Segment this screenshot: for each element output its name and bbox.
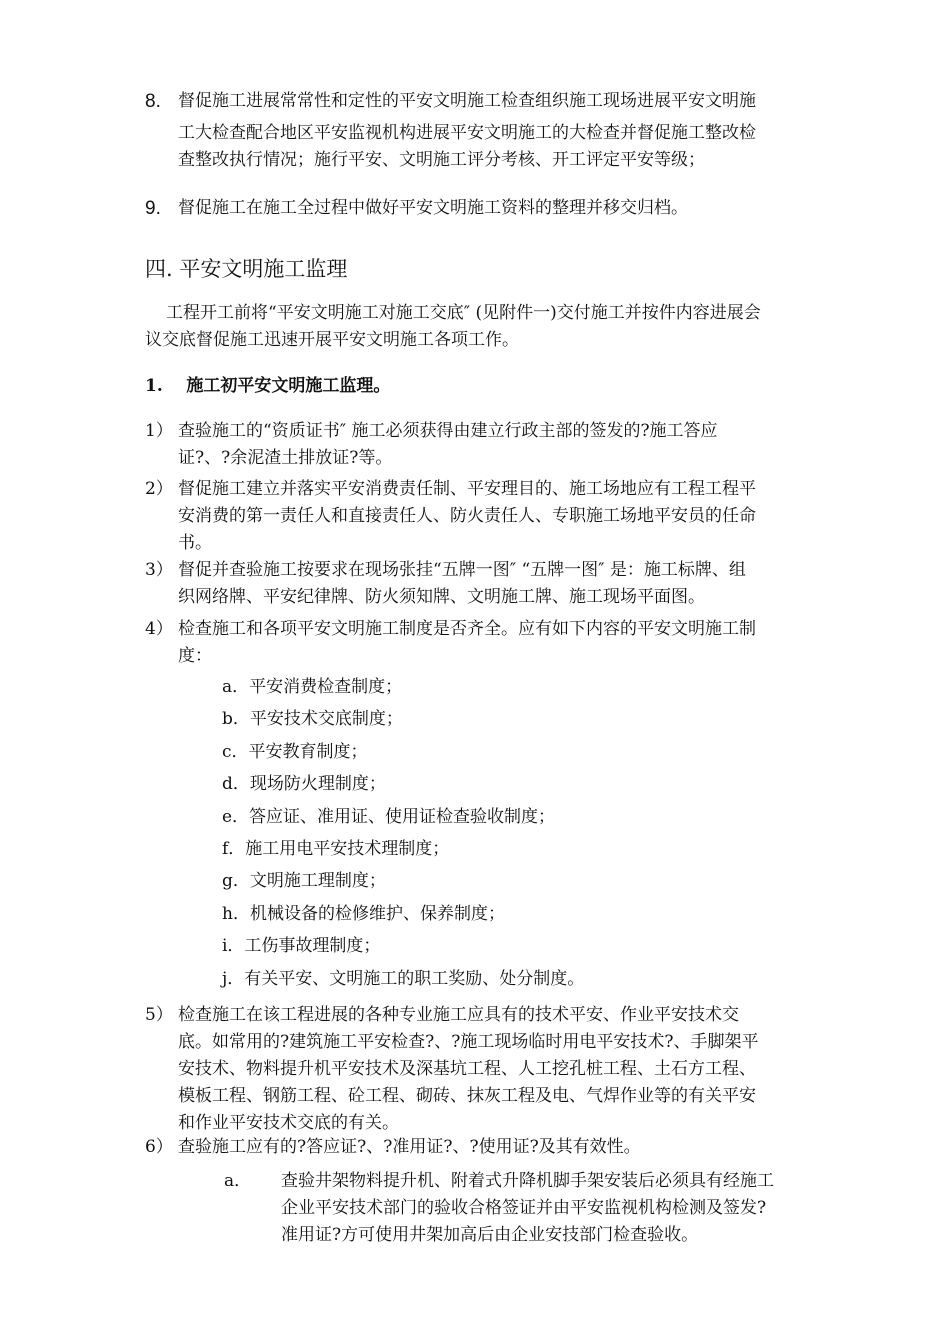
list-item: j．有关平安、文明施工的职工奖励、处分制度。 (222, 968, 585, 989)
text-line: 底。如常用的?建筑施工平安检查?、?施工现场临时用电平安技术?、手脚架平 (178, 1032, 759, 1052)
sub-item-label: a． (224, 1171, 252, 1191)
text-line: 查验施工应有的?答应证?、?准用证?、?使用证?及其有效性。 (178, 1137, 641, 1157)
text-line: 安技术、物料提升机平安技术及深基坑工程、人工挖孔桩工程、土石方工程、 (178, 1059, 756, 1079)
text-line: 工程开工前将“平安文明施工对施工交底″ (见附件一)交付施工并按件内容进展会 (166, 303, 761, 323)
list-item: c．平安教育制度； (222, 741, 368, 762)
item-number: 2） (145, 479, 173, 499)
text-line: 书。 (178, 533, 212, 553)
item-number: 3） (145, 560, 173, 580)
item-number: 4） (145, 619, 173, 639)
list-item: f．施工用电平安技术理制度； (222, 838, 450, 859)
item-number: 9. (145, 198, 161, 219)
item-number: 6） (145, 1137, 173, 1157)
text-line: 企业平安技术部门的验收合格签证并由平安监视机构检测及签发? (281, 1198, 767, 1218)
section-heading: 四. 平安文明施工监理 (145, 257, 348, 281)
text-line: 和作业平安技术交底的有关。 (178, 1113, 399, 1133)
text-line: 安消费的第一责任人和直接责任人、防火责任人、专职施工场地平安员的任命 (178, 506, 756, 526)
item-number: 8. (145, 91, 161, 112)
text-line: 督促施工建立并落实平安消费责任制、平安理目的、施工场地应有工程工程平 (178, 479, 756, 499)
text-line: 度： (178, 646, 212, 666)
text-line: 织网络牌、平安纪律牌、防火须知牌、文明施工牌、施工现场平面图。 (178, 587, 705, 607)
subheading: 1. 施工初平安文明施工监理。 (145, 376, 391, 396)
text-line: 检查施工在该工程进展的各种专业施工应具有的技术平安、作业平安技术交 (178, 1005, 739, 1025)
text-line: 查整改执行情况；施行平安、文明施工评分考核、开工评定平安等级； (178, 150, 705, 170)
list-item: g．文明施工理制度； (222, 871, 386, 892)
text-line: 督促施工进展常常性和定性的平安文明施工检查组织施工现场进展平安文明施 (178, 91, 756, 111)
list-item: h．机械设备的检修维护、保养制度； (222, 903, 505, 924)
text-line: 督促并查验施工按要求在现场张挂“五牌一图″ “五牌一图″ 是：施工标牌、组 (178, 560, 746, 580)
text-line: 督促施工在施工全过程中做好平安文明施工资料的整理并移交归档。 (178, 198, 688, 218)
item-8 (145, 88, 845, 178)
text-line: 工大检查配合地区平安监视机构进展平安文明施工的大检查并督促施工整改检 (178, 123, 756, 143)
list-item: a．平安消费检查制度； (222, 677, 403, 697)
text-line: 查验井架物料提升机、附着式升降机脚手架安装后必须具有经施工 (281, 1171, 774, 1191)
item-number: 5） (145, 1005, 173, 1025)
list-item: i．工伤事故理制度； (222, 936, 381, 957)
item-number: 1） (145, 421, 173, 441)
text-line: 查验施工的“资质证书″ 施工必须获得由建立行政主部的签发的?施工答应 (178, 421, 718, 441)
list-item: e．答应证、准用证、使用证检查验收制度； (222, 806, 556, 827)
text-line: 议交底督促施工迅速开展平安文明施工各项工作。 (145, 330, 519, 350)
list-item: b．平安技术交底制度； (222, 709, 403, 730)
text-line: 检查施工和各项平安文明施工制度是否齐全。应有如下内容的平安文明施工制 (178, 619, 756, 639)
text-line: 模板工程、钢筋工程、砼工程、砌砖、抹灰工程及电、气焊作业等的有关平安 (178, 1086, 756, 1106)
text-line: 准用证?方可使用井架加高后由企业安技部门检查验收。 (281, 1225, 699, 1245)
list-item: d．现场防火理制度； (222, 774, 386, 795)
intro-paragraph (145, 300, 845, 354)
lettered-list (222, 674, 842, 998)
text-line: 证?、?余泥渣土排放证?等。 (178, 448, 393, 468)
